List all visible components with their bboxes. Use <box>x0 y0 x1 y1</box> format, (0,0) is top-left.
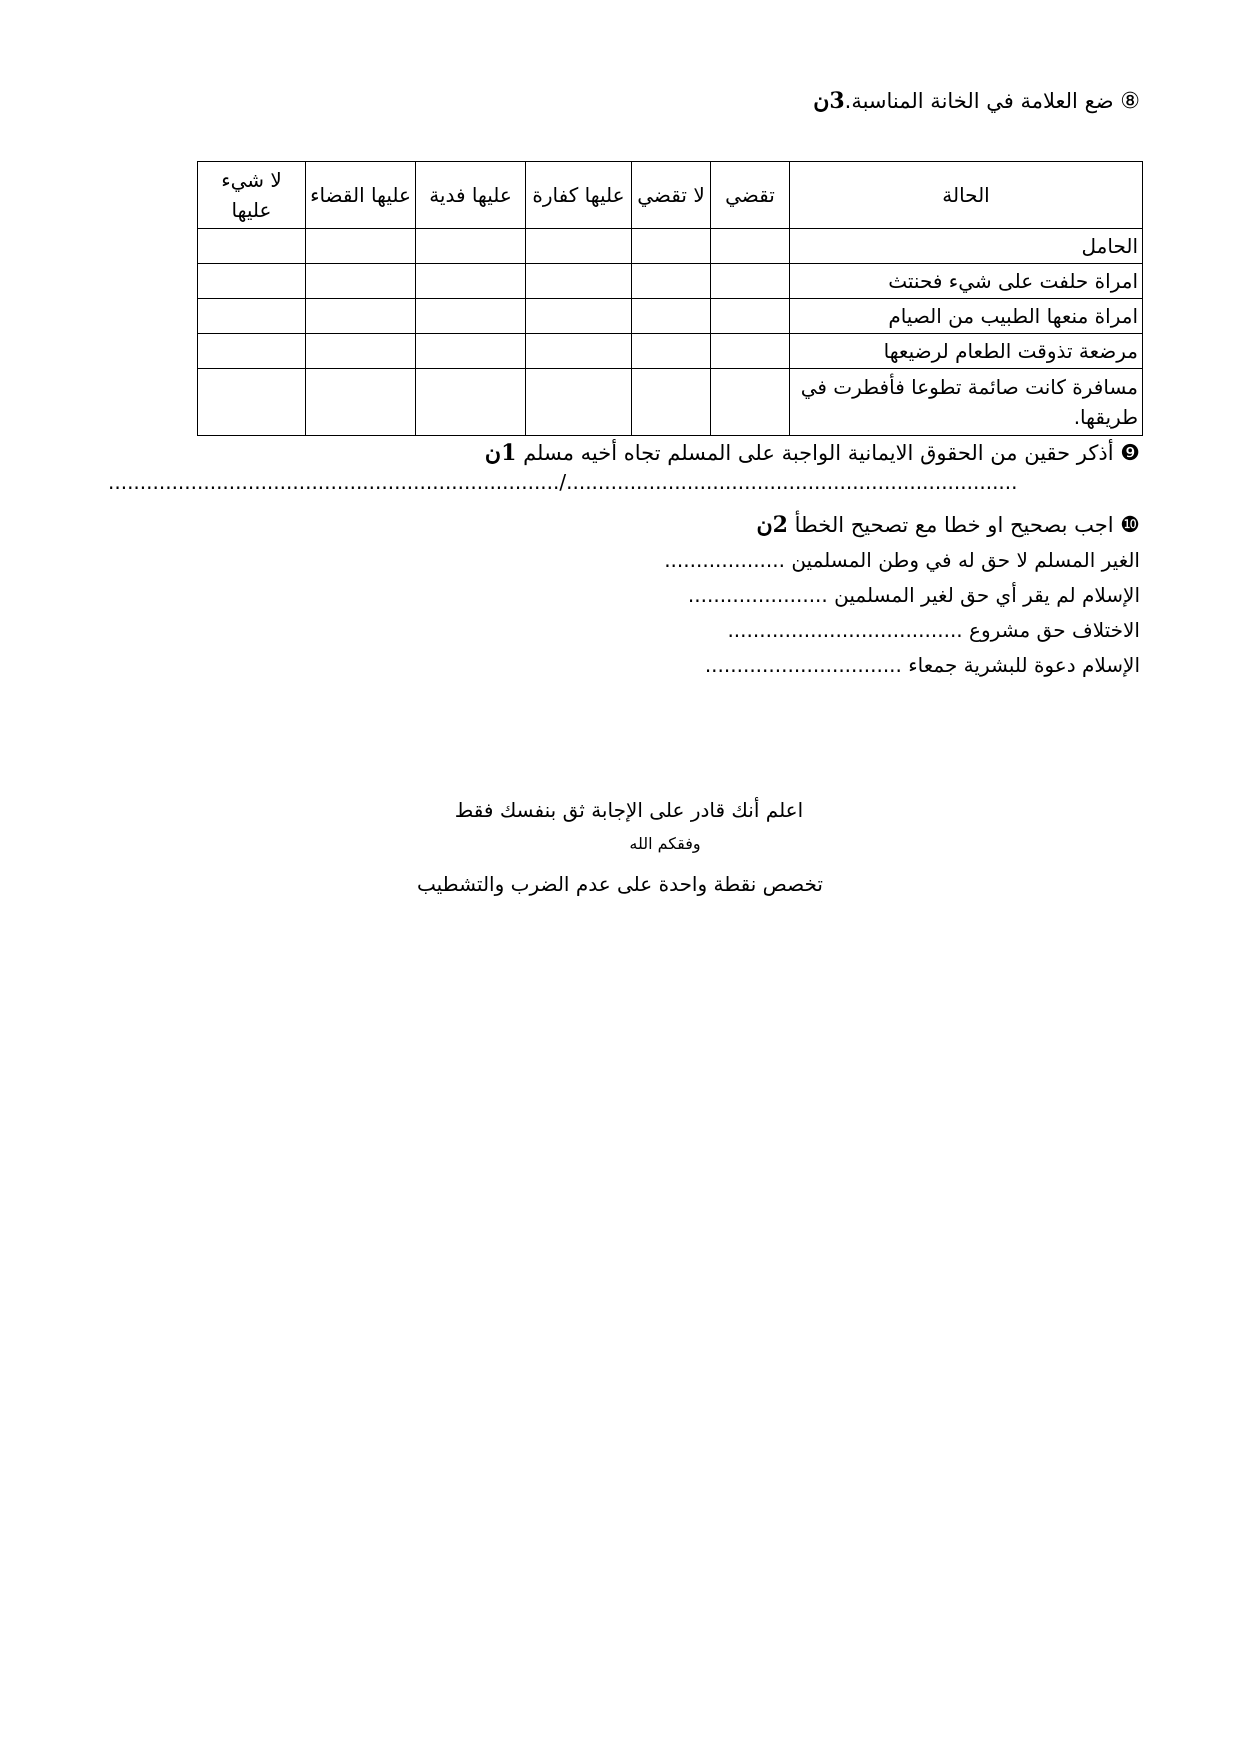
answer-cell[interactable] <box>711 369 790 436</box>
answer-cell[interactable] <box>526 299 632 334</box>
question-10-text: اجب بصحيح او خطا مع تصحيح الخطأ <box>794 513 1114 537</box>
question-8-points: 3ن <box>813 88 845 114</box>
answer-cell[interactable] <box>198 264 306 299</box>
header-nothing: لا شيء عليها <box>198 162 306 229</box>
answer-cell[interactable] <box>306 229 416 264</box>
header-no-makeup: لا تقضي <box>632 162 711 229</box>
answer-cell[interactable] <box>416 299 526 334</box>
header-ransom: عليها فدية <box>416 162 526 229</box>
answer-cell[interactable] <box>416 369 526 436</box>
table-row <box>198 369 1143 436</box>
question-9-answer-line[interactable]: ......................................................................./....................................................................... <box>108 470 1018 494</box>
answer-cell[interactable] <box>416 264 526 299</box>
answer-cell[interactable] <box>198 299 306 334</box>
answer-cell[interactable] <box>526 264 632 299</box>
statement-2[interactable]: الإسلام لم يقر أي حق لغير المسلمين ...................... <box>687 583 1140 607</box>
closing-encouragement: اعلم أنك قادر على الإجابة ثق بنفسك فقط <box>454 798 804 822</box>
answer-cell[interactable] <box>198 334 306 369</box>
answer-cell[interactable] <box>306 334 416 369</box>
answer-cell[interactable] <box>306 369 416 436</box>
table-row <box>198 229 1143 264</box>
answer-cell[interactable] <box>711 229 790 264</box>
answer-cell[interactable] <box>632 229 711 264</box>
question-10-marker: ❿ <box>1120 513 1140 538</box>
statement-4[interactable]: الإسلام دعوة للبشرية جمعاء ............................... <box>704 653 1140 677</box>
answer-cell[interactable] <box>711 264 790 299</box>
answer-cell[interactable] <box>306 264 416 299</box>
question-8-heading <box>813 88 1140 114</box>
statement-3[interactable]: الاختلاف حق مشروع ..................................... <box>727 618 1140 642</box>
question-9-heading <box>485 440 1140 466</box>
table-header-row <box>198 162 1143 229</box>
row-state: امراة حلفت على شيء فحنتث <box>790 264 1143 299</box>
closing-note: تخصص نقطة واحدة على عدم الضرب والتشطيب <box>417 872 823 896</box>
answer-cell[interactable] <box>632 264 711 299</box>
answer-cell[interactable] <box>632 369 711 436</box>
question-10-heading <box>757 512 1141 538</box>
table-row <box>198 264 1143 299</box>
answer-cell[interactable] <box>198 229 306 264</box>
row-state: مسافرة كانت صائمة تطوعا فأفطرت في طريقها. <box>790 369 1143 436</box>
answer-cell[interactable] <box>632 334 711 369</box>
question-9-text: أذكر حقين من الحقوق الايمانية الواجبة على المسلم تجاه أخيه مسلم <box>523 441 1114 465</box>
question-10-points: 2ن <box>756 512 788 538</box>
answer-cell[interactable] <box>306 299 416 334</box>
question-8-marker: ⑧ <box>1120 89 1140 114</box>
header-qada: عليها القضاء <box>306 162 416 229</box>
statement-1[interactable]: الغير المسلم لا حق له في وطن المسلمين ................... <box>664 548 1140 572</box>
table-row <box>198 334 1143 369</box>
question-8-text: ضع العلامة في الخانة المناسبة. <box>844 89 1114 113</box>
header-state: الحالة <box>790 162 1143 229</box>
question-9-points: 1ن <box>484 440 517 466</box>
answer-cell[interactable] <box>526 369 632 436</box>
row-state: امراة منعها الطبيب من الصيام <box>790 299 1143 334</box>
row-state: مرضعة تذوقت الطعام لرضيعها <box>790 334 1143 369</box>
answer-cell[interactable] <box>198 369 306 436</box>
answer-cell[interactable] <box>416 334 526 369</box>
answer-cell[interactable] <box>416 229 526 264</box>
cases-table <box>197 161 1143 436</box>
header-expiation: عليها كفارة <box>526 162 632 229</box>
answer-cell[interactable] <box>526 229 632 264</box>
question-9-marker: ❾ <box>1120 441 1140 466</box>
closing-blessing: وفقكم الله <box>629 834 701 853</box>
answer-cell[interactable] <box>711 299 790 334</box>
answer-cell[interactable] <box>526 334 632 369</box>
table-row <box>198 299 1143 334</box>
row-state: الحامل <box>790 229 1143 264</box>
answer-cell[interactable] <box>711 334 790 369</box>
answer-cell[interactable] <box>632 299 711 334</box>
header-makeup: تقضي <box>711 162 790 229</box>
